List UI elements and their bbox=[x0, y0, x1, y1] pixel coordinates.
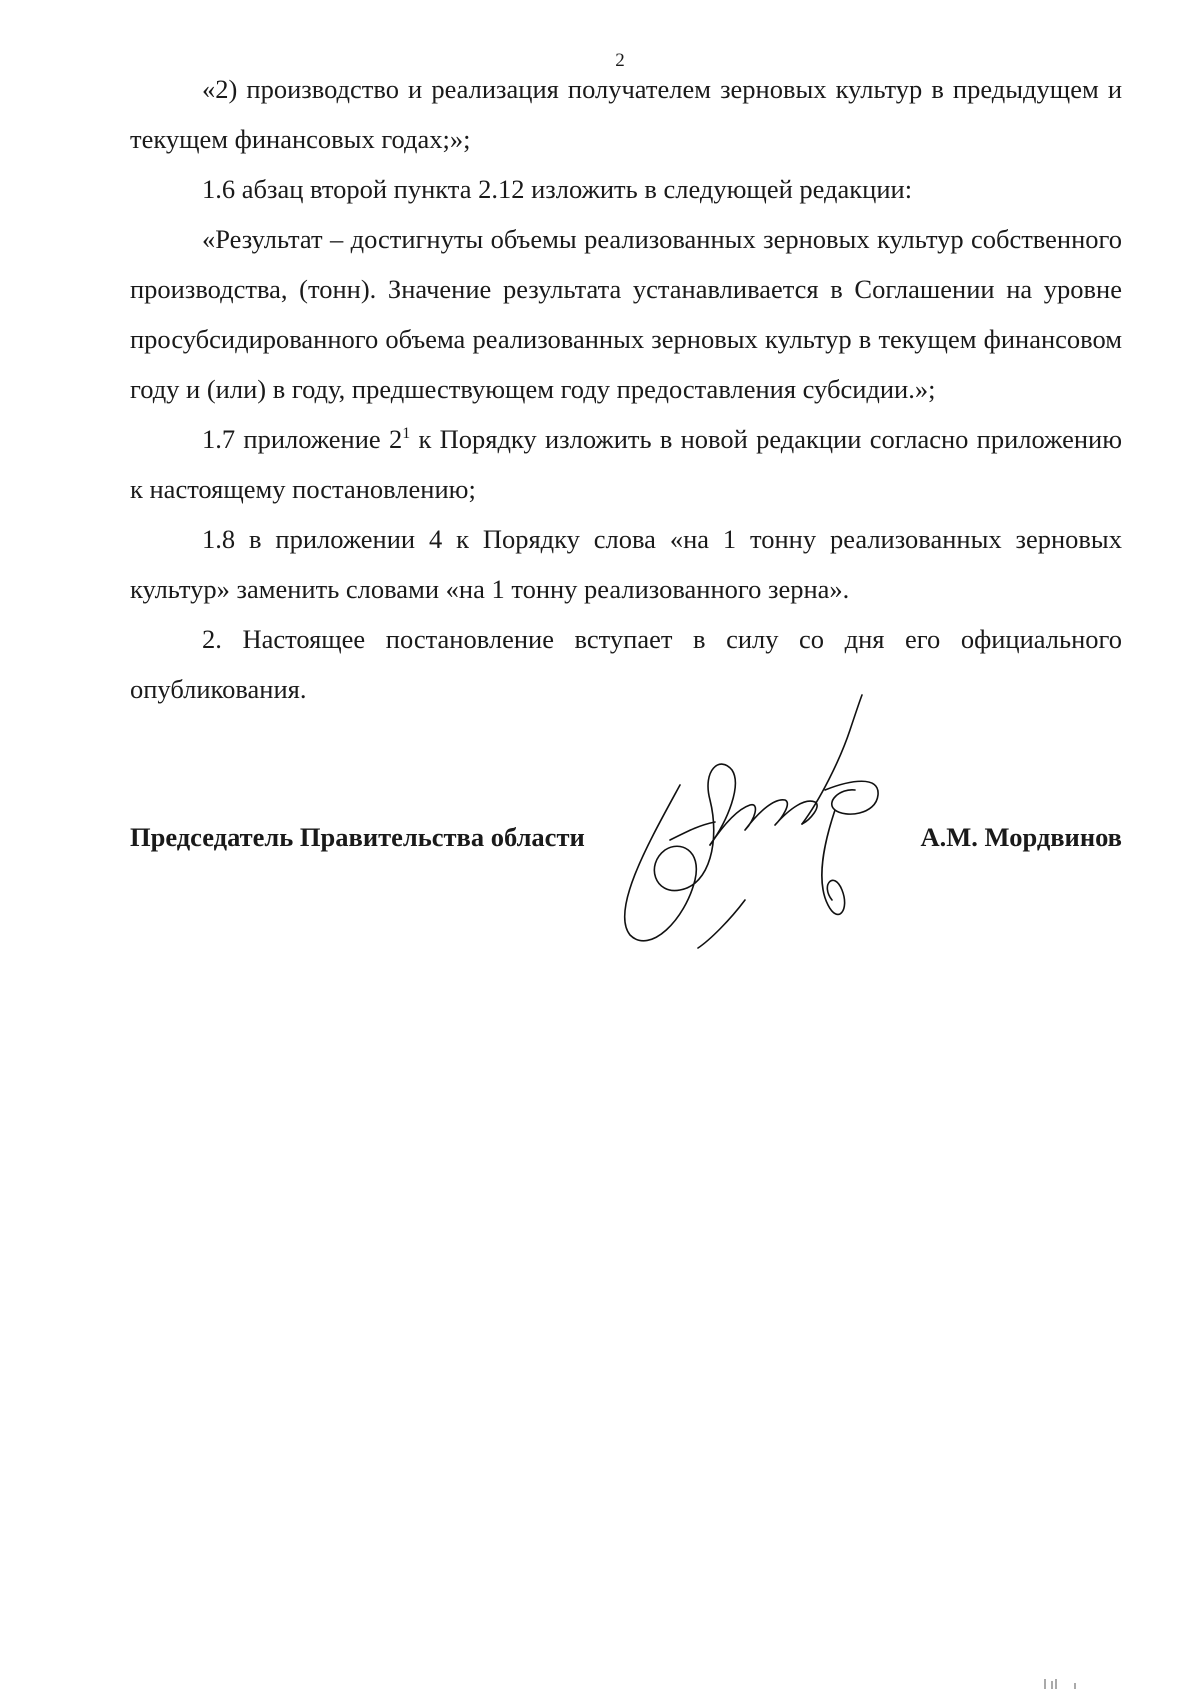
handwritten-signature bbox=[610, 690, 910, 950]
paragraph-1-7 bbox=[130, 414, 1122, 514]
signature-flourish bbox=[670, 822, 745, 948]
paragraph-1-8: 1.8 в приложении 4 к Порядку слова «на 1 тонну реализованных зерновых культур» заменить словами «на 1 тонну реализованного зерна». bbox=[130, 524, 1122, 604]
signature-tail bbox=[822, 781, 878, 914]
page-number: 2 bbox=[615, 50, 625, 71]
document-body bbox=[130, 64, 1122, 714]
paragraph-1-6: 1.6 абзац второй пункта 2.12 изложить в следующей редакции: bbox=[202, 174, 913, 204]
signature-main-loop bbox=[625, 764, 736, 941]
paragraph-1-7-after: к Порядку изложить в новой редакции согласно приложению к настоящему постановлению; bbox=[130, 424, 1122, 504]
signatory-title: Председатель Правительства области bbox=[130, 822, 585, 852]
paragraph-2: 2. Настоящее постановление вступает в силу со дня его официального опубликования. bbox=[130, 624, 1122, 704]
superscript-one: 1 bbox=[402, 425, 411, 442]
signatory-name: А.М. Мордвинов bbox=[920, 822, 1122, 852]
scan-edge-marks bbox=[1040, 1679, 1080, 1689]
signature-middle-strokes bbox=[710, 800, 817, 845]
paragraph-result: «Результат – достигнуты объемы реализованных зерновых культур собственного производства, (тонн). Значение результата устанавливается в Соглашении на уровне просубсидированного объема реализованных зерновых культур в текущем финансовом году и (или) в году, предшествующем году предоставления субсидии.»; bbox=[130, 224, 1122, 404]
paragraph-item-2: «2) производство и реализация получателем зерновых культур в предыдущем и текущем финансовых годах;»; bbox=[130, 74, 1122, 154]
paragraph-1-7-before: 1.7 приложение 2 bbox=[202, 424, 403, 454]
